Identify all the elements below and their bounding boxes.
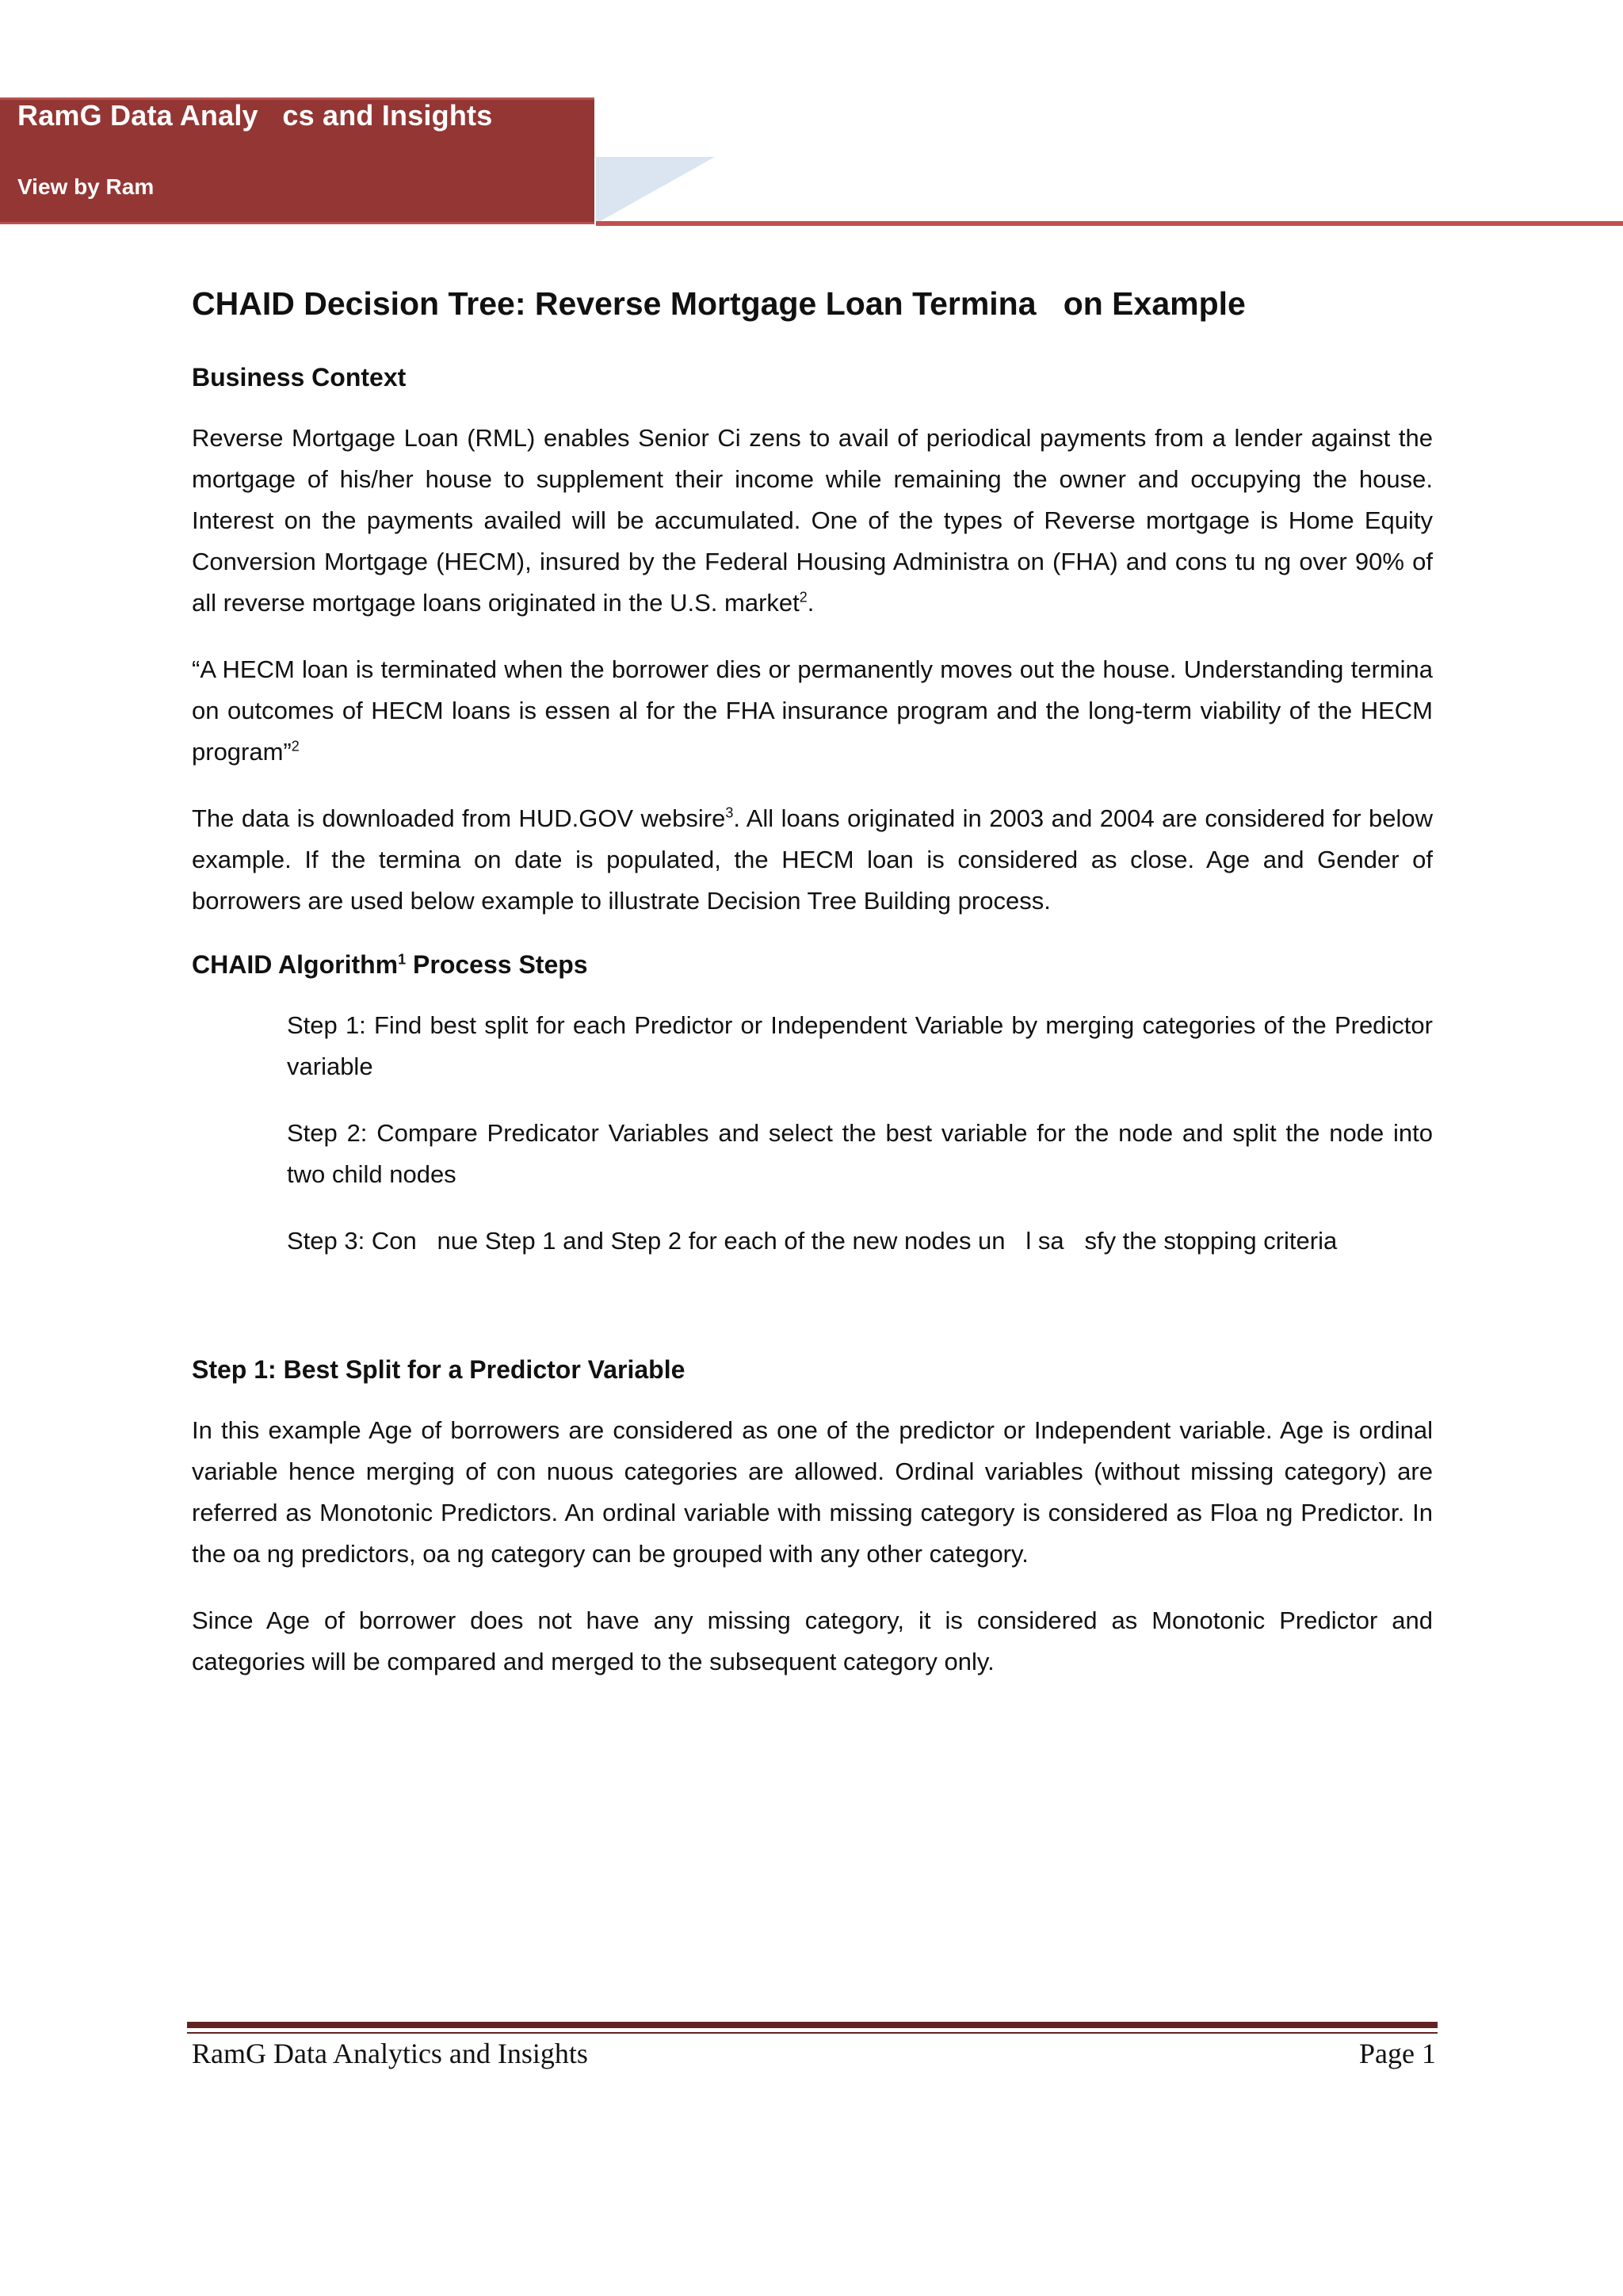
section-spacer <box>192 1287 1433 1352</box>
paragraph-rml-intro-end: . <box>807 589 815 617</box>
chaid-steps-heading <box>192 947 1433 983</box>
paragraph-monotonic: Since Age of borrower does not have any missing category, it is considered as Monotonic Predictor and categories will be compared and merged to the subsequent category only. <box>192 1606 1433 1675</box>
step-2-text: Step 2: Compare Predicator Variables and select the best variable for the node and split the node into two child nodes <box>287 1118 1433 1188</box>
paragraph-rml-intro <box>192 418 1433 624</box>
paragraph-data-source-a: The data is downloaded from HUD.GOV websire <box>192 804 726 833</box>
paragraph-data-source-b: . All loans originated in 2003 and 2004 are considered for below example. If the termina on date is populated, the HECM loan is considered as close. Age and Gender of borrowers are used below example to illustrate Decision Tree Building process. <box>192 804 1433 915</box>
footnote-ref: 1 <box>398 951 407 968</box>
paragraph-hecm-quote <box>192 649 1433 773</box>
footer-company-name: RamG Data Analytics and Insights <box>192 2038 588 2069</box>
header-triangle-decoration <box>596 157 715 223</box>
best-split-heading: Step 1: Best Split for a Predictor Variable <box>192 1354 685 1384</box>
paragraph-age-predictor: In this example Age of borrowers are considered as one of the predictor or Independent variable. Age is ordinal variable hence merging of con nuous categories are allowed. Ordinal variables (without missing category) are referred as Monotonic Predictors. An ordinal variable with missing category is considered as Floa ng Predictor. In the oa ng predictors, oa ng category can be grouped with any other category. <box>192 1415 1433 1568</box>
page-content <box>192 284 1433 1708</box>
footnote-ref: 2 <box>291 738 300 755</box>
header-title: RamG Data Analy cs and Insights <box>17 99 493 132</box>
paragraph-hecm-quote-text: “A HECM loan is terminated when the borrower dies or permanently moves out the house. Understanding termina on outcomes of HECM loans is essen al for the FHA insurance program and the long-term viability of the HECM program” <box>192 655 1433 766</box>
footer-page-number: Page 1 <box>1359 2038 1436 2069</box>
business-context-heading: Business Context <box>192 363 407 392</box>
step-3-text: Step 3: Con nue Step 1 and Step 2 for each of the new nodes un l sa sfy the stopping criteria <box>287 1226 1338 1255</box>
chaid-steps-heading-b: Process Steps <box>406 950 588 980</box>
footnote-ref: 2 <box>799 589 808 606</box>
chaid-steps-heading-a: CHAID Algorithm <box>192 950 399 980</box>
header-subtitle: View by Ram <box>17 174 155 199</box>
document-title-text: CHAID Decision Tree: Reverse Mortgage Loan Termina on Example <box>192 285 1246 322</box>
footnote-ref: 3 <box>725 804 734 821</box>
footer-rule-thin <box>187 2032 1438 2034</box>
paragraph-data-source <box>192 798 1433 922</box>
header-rule <box>596 221 1623 226</box>
footer-rule <box>187 2022 1438 2028</box>
document-title <box>192 284 1433 324</box>
paragraph-rml-intro-text: Reverse Mortgage Loan (RML) enables Senior Ci zens to avail of periodical payments from a lender against the mortgage of his/her house to supplement their income while remaining the owner and occupying the house. Interest on the payments availed will be accumulated. One of the types of Reverse mortgage is Home Equity Conversion Mortgage (HECM), insured by the Federal Housing Administra on (FHA) and cons tu ng over 90% of all reverse mortgage loans originated in the U.S. market <box>192 424 1433 617</box>
step-1-text: Step 1: Find best split for each Predictor or Independent Variable by merging categories of the Predictor variable <box>287 1010 1433 1080</box>
